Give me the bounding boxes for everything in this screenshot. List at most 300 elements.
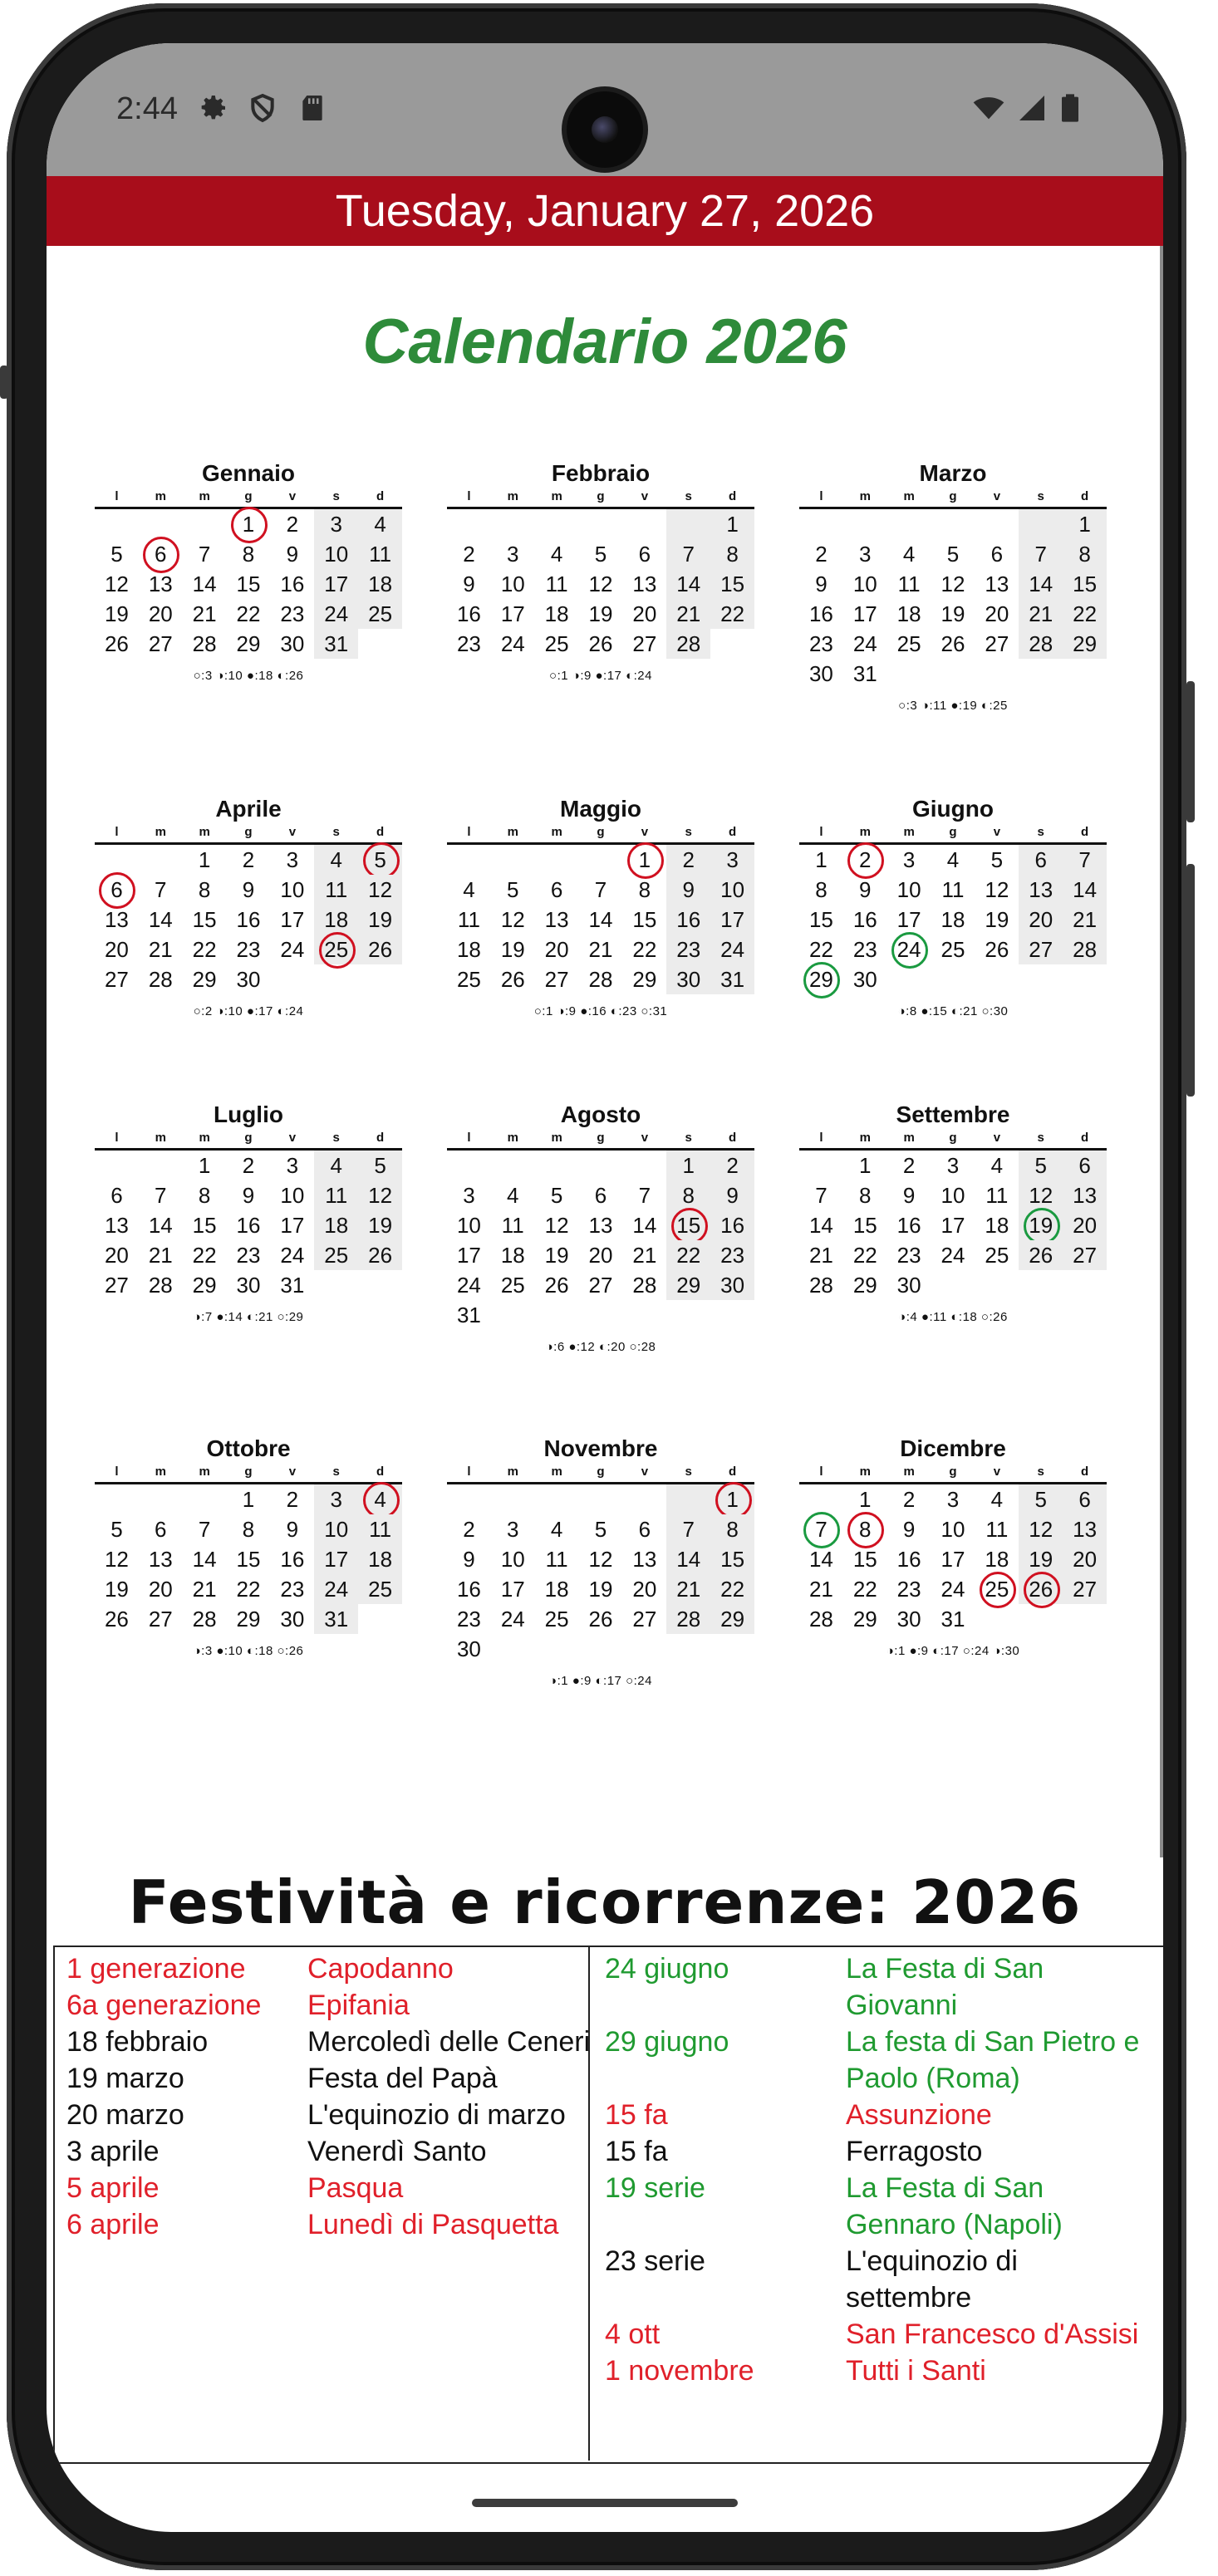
day-cell: 29 [799, 964, 843, 994]
day-cell: 12 [1019, 1180, 1063, 1210]
day-cell: 24 [941, 1243, 965, 1268]
day-cell: 29 [852, 1273, 877, 1298]
weekday-letter: m [551, 1131, 562, 1145]
status-bar [47, 43, 1163, 176]
day-cell: 25 [544, 1607, 569, 1631]
weekday-letter: m [507, 1131, 518, 1145]
day-cell: 22 [710, 1574, 754, 1604]
weekday-letter: v [641, 1131, 649, 1145]
day-cell: 14 [666, 569, 710, 599]
days-grid [95, 1484, 402, 1634]
day-cell: 15 [808, 907, 833, 932]
day-cell: 17 [314, 1544, 358, 1574]
day-cell: 18 [985, 1213, 1009, 1238]
day-cell: 17 [314, 569, 358, 599]
empty-day-cell [491, 509, 535, 539]
front-camera [567, 91, 643, 168]
day-cell: 9 [286, 542, 299, 567]
day-cell: 6 [594, 1183, 607, 1208]
weekday-header [95, 824, 402, 845]
month-agosto [447, 1100, 754, 1354]
day-cell: 31 [852, 661, 877, 686]
day-cell: 27 [632, 1607, 657, 1631]
day-cell: 25 [314, 935, 358, 964]
empty-day-cell [183, 1484, 227, 1514]
day-cell: 15 [632, 907, 657, 932]
day-cell: 24 [314, 599, 358, 629]
day-cell: 6 [1063, 1151, 1107, 1180]
weekday-letter: l [467, 825, 471, 839]
day-cell: 18 [544, 1577, 569, 1602]
left-frame-button [0, 366, 8, 399]
weekday-letter: m [507, 825, 518, 839]
moon-phases: ○:2 ◑:10 ●:17 ◐:24 [193, 1004, 304, 1018]
day-cell: 8 [666, 1180, 710, 1210]
festivity-row [66, 2206, 607, 2243]
festivity-name: Venerdì Santo [307, 2136, 487, 2167]
empty-day-cell [666, 1484, 710, 1514]
weekday-letter: d [376, 489, 385, 503]
volume-button [1186, 864, 1195, 1097]
weekday-letter: l [115, 1465, 119, 1479]
day-cell: 7 [638, 1183, 651, 1208]
weekday-letter: s [1037, 489, 1044, 503]
day-cell: 28 [808, 1273, 833, 1298]
festivity-name: Lunedì di Pasquetta [307, 2209, 559, 2240]
empty-day-cell [579, 509, 623, 539]
empty-day-cell [975, 509, 1019, 539]
day-cell: 1 [198, 847, 211, 872]
month-name: Giugno [912, 796, 994, 822]
day-cell: 3 [286, 1153, 299, 1178]
weekday-header [447, 1130, 754, 1151]
day-cell: 21 [192, 601, 217, 626]
festivity-date: 15 fa [605, 2099, 668, 2131]
day-cell: 14 [148, 1213, 173, 1238]
weekday-letter: v [288, 489, 297, 503]
day-cell: 26 [544, 1273, 569, 1298]
days-grid [799, 509, 1107, 689]
weekday-letter: v [993, 825, 1001, 839]
day-cell: 22 [192, 937, 217, 962]
festivity-row [66, 2024, 607, 2060]
days-grid [95, 845, 402, 994]
day-cell: 5 [111, 1517, 123, 1542]
day-cell: 15 [192, 1213, 217, 1238]
month-name: Agosto [560, 1102, 641, 1127]
weekday-letter: m [155, 825, 166, 839]
day-cell: 5 [946, 542, 960, 567]
day-cell: 25 [456, 967, 481, 992]
day-cell: 27 [544, 967, 569, 992]
day-cell: 18 [500, 1243, 525, 1268]
weekday-letter: v [641, 825, 649, 839]
day-cell: 19 [1019, 1544, 1063, 1574]
day-cell: 4 [358, 509, 402, 539]
festivity-date: 18 febbraio [66, 2026, 209, 2058]
festivity-date: 20 marzo [66, 2099, 184, 2131]
festivity-date: 23 serie [605, 2245, 705, 2277]
day-cell: 23 [896, 1243, 921, 1268]
month-febbraio [447, 459, 754, 683]
day-cell: 20 [1063, 1544, 1107, 1574]
day-cell: 17 [500, 601, 525, 626]
day-cell: 25 [975, 1574, 1019, 1604]
day-cell: 27 [148, 631, 173, 656]
weekday-letter: m [903, 825, 915, 839]
day-cell: 8 [859, 1183, 872, 1208]
month-ottobre [95, 1434, 402, 1658]
day-cell: 18 [358, 1544, 402, 1574]
day-cell: 6 [990, 542, 1004, 567]
day-cell: 22 [666, 1240, 710, 1270]
day-cell: 4 [507, 1183, 519, 1208]
day-cell: 24 [280, 1243, 305, 1268]
day-cell: 6 [638, 1517, 651, 1542]
day-cell: 7 [198, 542, 211, 567]
day-cell: 11 [985, 1183, 1009, 1208]
day-cell: 11 [358, 1514, 402, 1544]
day-cell: 28 [1063, 935, 1107, 964]
day-cell: 10 [896, 877, 921, 902]
day-cell: 30 [666, 964, 710, 994]
day-cell: 20 [1019, 905, 1063, 935]
day-cell: 29 [1063, 629, 1107, 659]
day-cell: 27 [104, 967, 129, 992]
day-cell: 13 [985, 572, 1009, 596]
empty-day-cell [447, 509, 491, 539]
day-cell: 28 [666, 629, 710, 659]
empty-day-cell [95, 845, 139, 875]
day-cell: 30 [456, 1636, 481, 1661]
weekday-header [799, 488, 1107, 509]
day-cell: 16 [896, 1547, 921, 1572]
day-cell: 23 [896, 1577, 921, 1602]
day-cell: 15 [236, 1547, 261, 1572]
empty-day-cell [666, 509, 710, 539]
month-dicembre [799, 1434, 1107, 1658]
day-cell: 14 [808, 1547, 833, 1572]
weekday-header [447, 1464, 754, 1484]
day-cell: 15 [710, 1544, 754, 1574]
day-cell: 13 [588, 1213, 613, 1238]
day-cell: 21 [808, 1577, 833, 1602]
weekday-letter: g [597, 1131, 605, 1145]
moon-phases: ◑:3 ●:10 ◐:18 ○:26 [193, 1644, 304, 1658]
day-cell: 18 [456, 937, 481, 962]
festivity-name: La festa di San Pietro e Paolo (Roma) [846, 2026, 1140, 2094]
weekday-letter: m [903, 489, 915, 503]
empty-day-cell [139, 845, 183, 875]
day-cell: 22 [1063, 599, 1107, 629]
day-cell: 26 [941, 631, 965, 656]
day-cell: 27 [632, 631, 657, 656]
moon-phases: ○:1 ◑:9 ●:16 ◐:23 ○:31 [533, 1004, 668, 1018]
day-cell: 20 [632, 601, 657, 626]
moon-phases: ◑:7 ●:14 ◐:21 ○:29 [193, 1310, 304, 1324]
day-cell: 31 [710, 964, 754, 994]
day-cell: 5 [594, 542, 607, 567]
day-cell: 28 [666, 1604, 710, 1634]
day-cell: 2 [242, 1153, 255, 1178]
day-cell: 24 [456, 1273, 481, 1298]
day-cell: 11 [501, 1213, 524, 1238]
day-cell: 12 [358, 1180, 402, 1210]
day-cell: 17 [500, 1577, 525, 1602]
day-cell: 3 [463, 1183, 475, 1208]
day-cell: 28 [148, 967, 173, 992]
month-marzo [799, 459, 1107, 713]
day-cell: 20 [148, 601, 173, 626]
day-cell: 2 [666, 845, 710, 875]
days-grid [799, 1151, 1107, 1300]
day-cell: 4 [463, 877, 475, 902]
day-cell: 14 [192, 1547, 217, 1572]
festivity-date: 1 generazione [66, 1953, 246, 1985]
day-cell: 20 [104, 1243, 129, 1268]
weekday-letter: m [859, 1131, 871, 1145]
weekday-header [447, 824, 754, 845]
day-cell: 9 [710, 1180, 754, 1210]
power-button [1186, 681, 1195, 822]
day-cell: 28 [192, 1607, 217, 1631]
day-cell: 17 [896, 907, 921, 932]
empty-day-cell [183, 509, 227, 539]
day-cell: 1 [859, 1487, 872, 1512]
empty-day-cell [579, 845, 623, 875]
weekday-letter: s [332, 1131, 340, 1145]
moon-phases: ○:3 ◑:11 ●:19 ◐:25 [898, 699, 1008, 713]
empty-day-cell [95, 1151, 139, 1180]
weekday-letter: s [685, 1131, 692, 1145]
day-cell: 19 [358, 905, 402, 935]
festivity-date: 6a generazione [66, 1990, 262, 2021]
festivity-name: Ferragosto [846, 2136, 983, 2167]
day-cell: 3 [946, 1487, 960, 1512]
day-cell: 30 [896, 1607, 921, 1631]
empty-day-cell [535, 845, 579, 875]
day-cell: 25 [896, 631, 921, 656]
day-cell: 28 [808, 1607, 833, 1631]
day-cell: 17 [280, 907, 305, 932]
day-cell: 27 [148, 1607, 173, 1631]
month-name: Novembre [543, 1435, 658, 1461]
day-cell: 25 [941, 937, 965, 962]
day-cell: 12 [104, 1547, 129, 1572]
day-cell: 30 [280, 631, 305, 656]
day-cell: 16 [280, 1547, 305, 1572]
weekday-letter: d [729, 1131, 737, 1145]
month-name: Settembre [896, 1102, 1010, 1127]
day-cell: 21 [1063, 905, 1107, 935]
day-cell: 2 [286, 1487, 299, 1512]
festivity-row [605, 2170, 1145, 2243]
day-cell: 23 [710, 1240, 754, 1270]
day-cell: 26 [500, 967, 525, 992]
gear-icon [196, 91, 229, 125]
weekday-letter: d [1081, 825, 1089, 839]
empty-day-cell [622, 1151, 666, 1180]
day-cell: 19 [588, 601, 613, 626]
weekday-header [799, 1130, 1107, 1151]
day-cell: 4 [990, 1153, 1004, 1178]
day-cell: 12 [104, 572, 129, 596]
day-cell: 30 [852, 967, 877, 992]
day-cell: 19 [104, 601, 129, 626]
day-cell: 14 [666, 1544, 710, 1574]
moon-phases: ○:3 ◑:10 ●:18 ◐:26 [193, 669, 304, 683]
day-cell: 24 [887, 935, 931, 964]
day-cell: 19 [588, 1577, 613, 1602]
day-cell: 7 [666, 539, 710, 569]
day-cell: 23 [456, 631, 481, 656]
festivity-row [605, 2243, 1145, 2316]
day-cell: 1 [815, 847, 828, 872]
wifi-icon [969, 91, 1009, 125]
day-cell: 16 [456, 1577, 481, 1602]
festivity-date: 5 aprile [66, 2172, 160, 2204]
day-cell: 23 [456, 1607, 481, 1631]
moon-phases: ◑:1 ●:9 ◐:17 ○:24 ◑:30 [886, 1644, 1020, 1658]
day-cell: 1 [198, 1153, 211, 1178]
days-grid [447, 845, 754, 994]
empty-day-cell [799, 509, 843, 539]
day-cell: 9 [666, 875, 710, 905]
festivity-name: Mercoledì delle Ceneri [307, 2026, 591, 2058]
status-time: 2:44 [116, 91, 178, 126]
weekday-letter: l [467, 1465, 471, 1479]
moon-phases: ◑:8 ●:15 ◐:21 ○:30 [897, 1004, 1009, 1018]
day-cell: 2 [843, 845, 887, 875]
weekday-letter: m [155, 1131, 166, 1145]
weekday-header [799, 824, 1107, 845]
festivity-name: L'equinozio di marzo [307, 2099, 566, 2131]
festivity-date: 4 ott [605, 2318, 661, 2350]
day-cell: 11 [897, 572, 921, 596]
days-grid [95, 1151, 402, 1300]
day-cell: 23 [852, 937, 877, 962]
day-cell: 4 [314, 1151, 358, 1180]
weekday-letter: l [115, 1131, 119, 1145]
day-cell: 30 [236, 1273, 261, 1298]
month-name: Dicembre [900, 1435, 1006, 1461]
day-cell: 22 [236, 1577, 261, 1602]
day-cell: 7 [155, 1183, 167, 1208]
day-cell: 10 [852, 572, 877, 596]
festivity-date: 1 novembre [605, 2355, 754, 2387]
day-cell: 19 [1019, 1210, 1063, 1240]
day-cell: 18 [544, 601, 569, 626]
day-cell: 12 [500, 907, 525, 932]
day-cell: 26 [1019, 1574, 1063, 1604]
navigation-handle[interactable] [472, 2499, 738, 2507]
weekday-letter: g [949, 1465, 957, 1479]
day-cell: 3 [507, 1517, 519, 1542]
day-cell: 20 [544, 937, 569, 962]
day-cell: 16 [852, 907, 877, 932]
day-cell: 18 [985, 1547, 1009, 1572]
day-cell: 27 [588, 1273, 613, 1298]
weekday-letter: m [155, 489, 166, 503]
weekday-letter: s [685, 825, 692, 839]
day-cell: 9 [463, 1547, 475, 1572]
month-gennaio [95, 459, 402, 683]
day-cell: 1 [859, 1153, 872, 1178]
festivity-row [66, 2060, 607, 2097]
festivities-title: Festività e ricorrenze: 2026 [128, 1867, 1082, 1937]
day-cell: 2 [463, 542, 475, 567]
day-cell: 2 [815, 542, 828, 567]
weekday-letter: s [332, 1465, 340, 1479]
day-cell: 19 [104, 1577, 129, 1602]
day-cell: 12 [588, 1547, 613, 1572]
day-cell: 5 [550, 1183, 563, 1208]
day-cell: 9 [902, 1183, 916, 1208]
weekday-letter: d [729, 489, 737, 503]
day-cell: 21 [808, 1243, 833, 1268]
weekday-letter: m [199, 489, 210, 503]
weekday-letter: d [729, 1465, 737, 1479]
empty-day-cell [491, 845, 535, 875]
festivity-name: Capodanno [307, 1953, 454, 1985]
day-cell: 9 [242, 877, 255, 902]
day-cell: 4 [358, 1484, 402, 1514]
day-cell: 5 [1019, 1151, 1063, 1180]
day-cell: 7 [155, 877, 167, 902]
day-cell: 21 [148, 1243, 173, 1268]
empty-day-cell [1019, 509, 1063, 539]
day-cell: 25 [544, 631, 569, 656]
day-cell: 29 [852, 1607, 877, 1631]
weekday-letter: l [819, 1131, 823, 1145]
day-cell: 5 [507, 877, 519, 902]
scrollbar[interactable] [1160, 246, 1163, 1857]
day-cell: 27 [104, 1273, 129, 1298]
day-cell: 30 [710, 1270, 754, 1300]
day-cell: 11 [457, 907, 480, 932]
festivity-row [66, 2097, 607, 2133]
day-cell: 2 [710, 1151, 754, 1180]
weekday-letter: d [1081, 1465, 1089, 1479]
day-cell: 31 [280, 1273, 305, 1298]
empty-day-cell [622, 509, 666, 539]
day-cell: 10 [941, 1517, 965, 1542]
weekday-letter: v [993, 1131, 1001, 1145]
date-banner: Tuesday, January 27, 2026 [47, 176, 1163, 246]
day-cell: 31 [314, 1604, 358, 1634]
empty-day-cell [622, 1484, 666, 1514]
day-cell: 22 [852, 1577, 877, 1602]
weekday-header [799, 1464, 1107, 1484]
day-cell: 1 [242, 1487, 255, 1512]
day-cell: 26 [104, 1607, 129, 1631]
day-cell: 3 [314, 1484, 358, 1514]
day-cell: 8 [815, 877, 828, 902]
weekday-letter: d [376, 1131, 385, 1145]
day-cell: 18 [314, 905, 358, 935]
day-cell: 22 [632, 937, 657, 962]
empty-day-cell [799, 1151, 843, 1180]
festivity-row [605, 2133, 1145, 2170]
day-cell: 16 [236, 907, 261, 932]
day-cell: 13 [1019, 875, 1063, 905]
day-cell: 7 [799, 1514, 843, 1544]
day-cell: 30 [236, 967, 261, 992]
day-cell: 16 [456, 601, 481, 626]
weekday-letter: v [993, 1465, 1001, 1479]
day-cell: 6 [550, 877, 563, 902]
day-cell: 3 [946, 1153, 960, 1178]
